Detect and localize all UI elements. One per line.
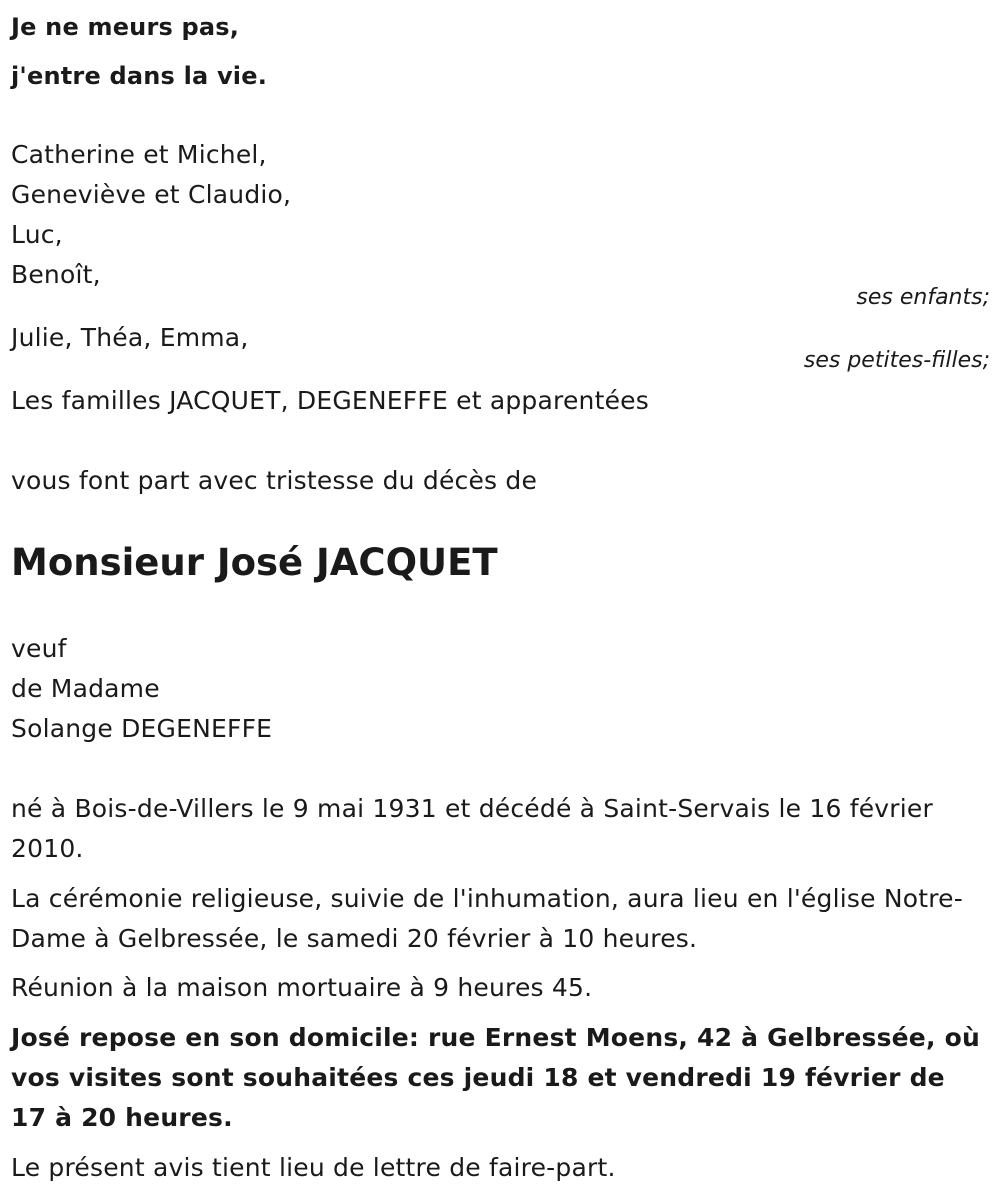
child-name-4: Benoît, — [11, 260, 101, 289]
epigraph-line-2: j'entre dans la vie. — [11, 62, 268, 90]
visits-paragraph: José repose en son domicile: rue Ernest Moens, 42 à Gelbressée, où vos visites sont souhaitées ces jeudi 18 et vendredi 19 février de 17 à 20 heures. — [11, 1023, 980, 1132]
child-name-3: Luc, — [11, 220, 63, 249]
child-name-2: Geneviève et Claudio, — [11, 180, 292, 209]
closing-paragraph: Le présent avis tient lieu de lettre de faire-part. — [11, 1153, 616, 1182]
spouse-line-3: Solange DEGENEFFE — [11, 714, 273, 743]
deceased-name: Monsieur José JACQUET — [11, 541, 498, 584]
ceremony-paragraph: La cérémonie religieuse, suivie de l'inhumation, aura lieu en l'église Notre-Dame à Gelbressée, le samedi 20 février à 10 heures. — [11, 884, 963, 953]
families-line: Les familles JACQUET, DEGENEFFE et apparentées — [11, 386, 649, 415]
children-role: ses enfants; — [856, 285, 990, 310]
meeting-paragraph: Réunion à la maison mortuaire à 9 heures 45. — [11, 973, 593, 1002]
epigraph-line-1: Je ne meurs pas, — [11, 13, 240, 41]
grandchildren-role: ses petites-filles; — [803, 348, 990, 373]
birth-death-paragraph: né à Bois-de-Villers le 9 mai 1931 et décédé à Saint-Servais le 16 février 2010. — [11, 794, 933, 863]
announcement-line: vous font part avec tristesse du décès de — [11, 466, 538, 495]
spouse-line-2: de Madame — [11, 674, 160, 703]
grandchildren-names: Julie, Théa, Emma, — [11, 323, 249, 352]
spouse-line-1: veuf — [11, 634, 67, 663]
child-name-1: Catherine et Michel, — [11, 140, 267, 169]
